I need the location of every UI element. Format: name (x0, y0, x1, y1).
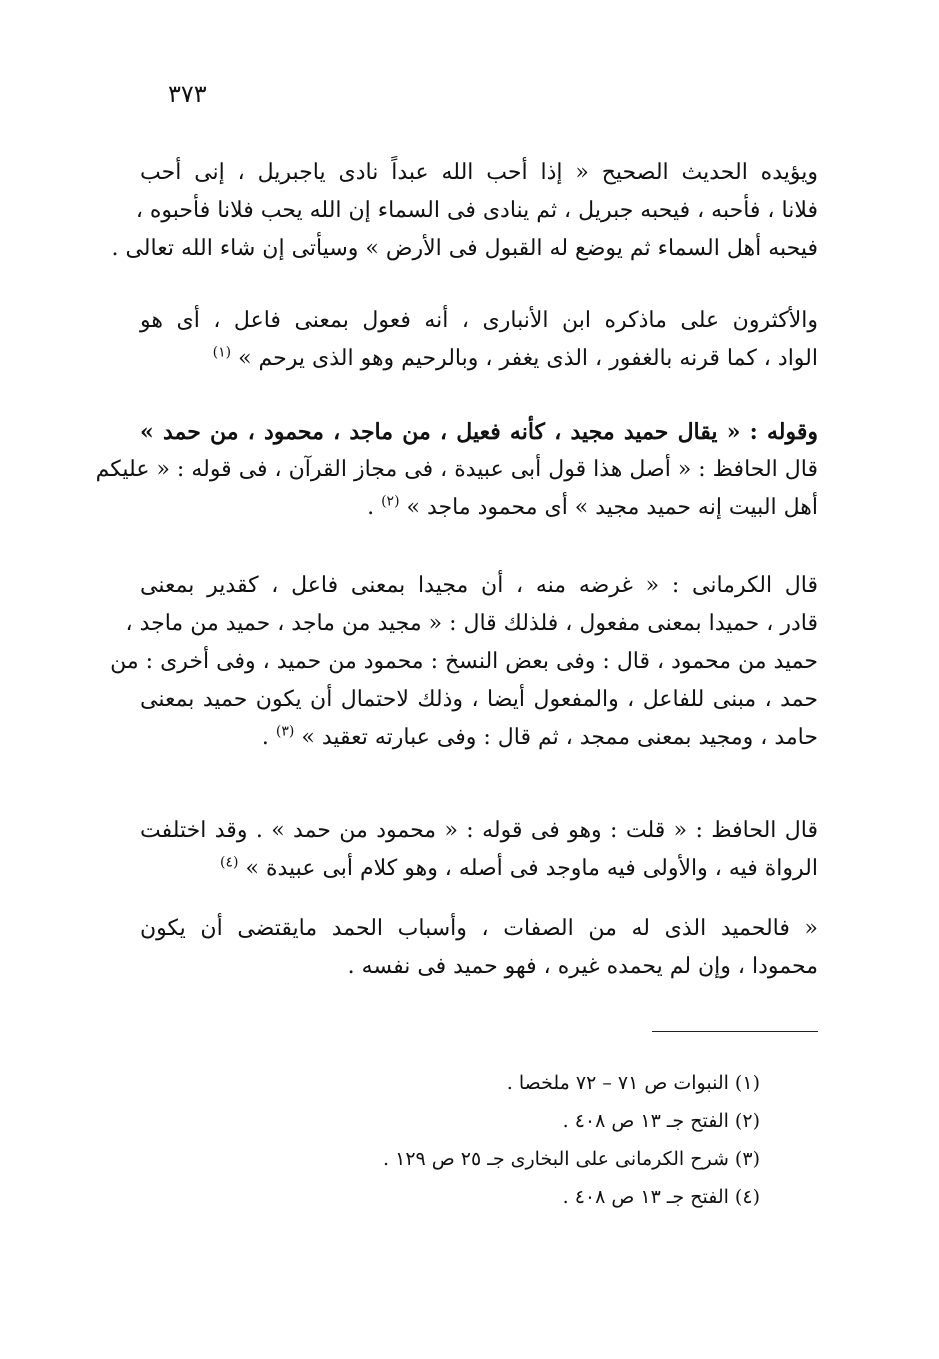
footnote-item: (٣) شرح الكرمانى على البخارى جـ ٢٥ ص ١٢٩ . (383, 1148, 760, 1170)
footnote-ref: (١) (212, 344, 232, 361)
paragraph-line-text: الواد ، كما قرنه بالغفور ، الذى يغفر ، وبالرحيم وهو الذى يرحم » (238, 346, 818, 371)
paragraph-anbari (140, 302, 818, 378)
paragraph-line: قال الحافظ : « أصل هذا قول أبى عبيدة ، فى مجاز القرآن ، فى قوله : « عليكم (95, 457, 818, 482)
footnote-item: (١) النبوات ص ٧١ – ٧٢ ملخصا . (506, 1072, 760, 1094)
footnote-ref: (٤) (220, 854, 239, 871)
line-tail: . (367, 495, 382, 520)
paragraph-line: « فالحميد الذى له من الصفات ، وأسباب الحمد مايقتضى أن يكون (140, 916, 818, 941)
paragraph-line: قال الحافظ : « قلت : وهو فى قوله : « محمود من حمد » . وقد اختلفت (140, 818, 818, 843)
paragraph-line: ويؤيده الحديث الصحيح « إذا أحب الله عبداً نادى ياجبريل ، إنى أحب (140, 160, 818, 185)
paragraph-line-text: حامد ، ومجيد بمعنى ممجد ، ثم قال : وفى عبارته تعقيد » (301, 725, 818, 750)
line-tail: . (261, 725, 276, 750)
paragraph-line (140, 340, 818, 378)
paragraph-line: حمد ، مبنى للفاعل ، والمفعول أيضا ، وذلك لاحتمال أن يكون حميد بمعنى (140, 687, 818, 712)
paragraph-hafiz (140, 812, 818, 888)
paragraph-line (140, 489, 818, 527)
paragraph-line: فلانا ، فأحبه ، فيحبه جبريل ، ثم ينادى فى السماء إن الله يحب فلانا فأحبوه ، (135, 198, 818, 223)
footnote-ref: (٣) (275, 723, 295, 740)
paragraph-kirmani (110, 567, 818, 757)
page-number: ٣٧٣ (168, 80, 207, 108)
footnote-item: (٢) الفتح جـ ١٣ ص ٤٠٨ . (562, 1110, 760, 1132)
paragraph-line (140, 719, 818, 757)
paragraph-line: فيحبه أهل السماء ثم يوضع له القبول فى الأرض » وسيأتى إن شاء الله تعالى . (111, 236, 818, 261)
footnotes (300, 1064, 760, 1216)
paragraph-line: قادر ، حميدا بمعنى مفعول ، فلذلك قال : « مجيد من ماجد ، حميد من ماجد ، (125, 611, 818, 636)
footnote-item: (٤) الفتح جـ ١٣ ص ٤٠٨ . (562, 1186, 760, 1208)
footnote-separator (652, 1031, 818, 1032)
paragraph-line: قال الكرمانى : « غرضه منه ، أن مجيدا بمعنى فاعل ، كقدير بمعنى (140, 573, 818, 598)
paragraph-hamid-majid (95, 413, 818, 527)
paragraph-line (140, 850, 818, 888)
paragraph-hadith (111, 154, 818, 268)
paragraph-line-text: الرواة فيه ، والأولى فيه ماوجد فى أصله ، وهو كلام أبى عبيدة » (245, 856, 818, 881)
paragraph-hamid-definition (140, 910, 818, 986)
paragraph-line: والأكثرون على ماذكره ابن الأنبارى ، أنه فعول بمعنى فاعل ، أى هو (140, 308, 818, 333)
section-heading: وقوله : « يقال حميد مجيد ، كأنه فعيل ، من ماجد ، محمود ، من حمد » (140, 419, 818, 445)
paragraph-line: محمودا ، وإن لم يحمده غيره ، فهو حميد فى نفسه . (347, 954, 818, 979)
footnote-ref: (٢) (381, 493, 400, 510)
paragraph-line: حميد من محمود ، قال : وفى بعض النسخ : محمود من حميد ، وفى أخرى : من (110, 649, 818, 674)
paragraph-line-text: أهل البيت إنه حميد مجيد » أى محمود ماجد » (406, 495, 818, 520)
